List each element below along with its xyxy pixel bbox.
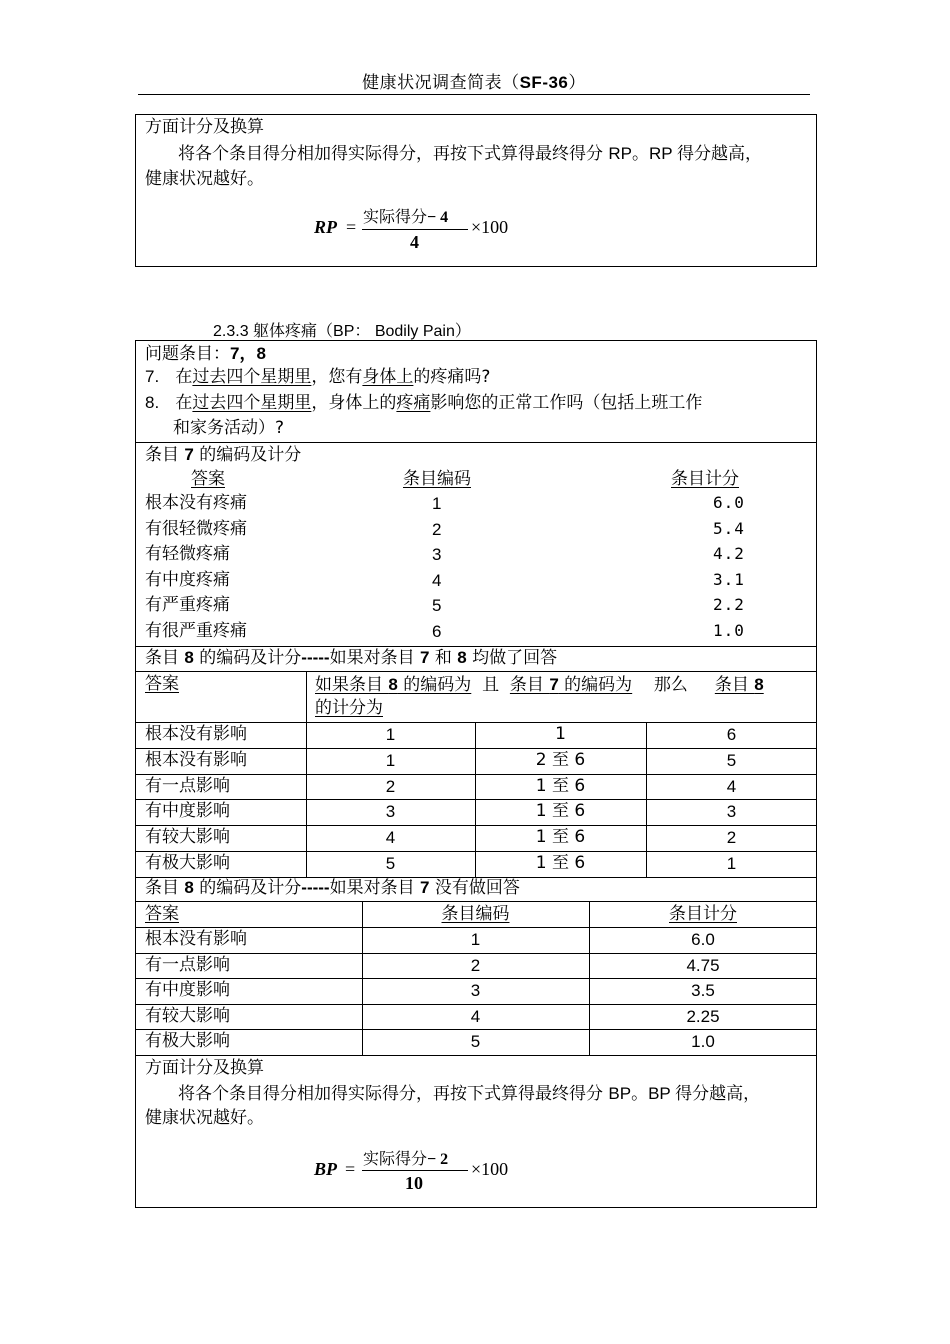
item8b-code-cell: 5	[470, 1032, 481, 1052]
formula-numerator: 实际得分− 4	[363, 207, 449, 226]
item7-answer-cell: 根本没有疼痛	[145, 493, 247, 513]
section-title: 2.3.3 躯体疼痛（BP： Bodily Pain）	[213, 323, 471, 340]
table-row-divider	[135, 1004, 817, 1005]
col-h1: 如果条目 8 的编码为	[315, 675, 472, 695]
item7-score-cell: 1.0	[713, 621, 745, 640]
item8a-code8-cell: 3	[385, 802, 396, 822]
formula-denominator: 4	[410, 232, 419, 252]
item7-score-cell: 6.0	[713, 493, 745, 512]
item8a-code7-cell: 2 至 6	[535, 749, 586, 770]
divider	[135, 442, 817, 443]
item8b-code-cell: 1	[470, 930, 481, 949]
formula-numerator: 实际得分− 2	[363, 1149, 449, 1168]
item7-score-cell: 3.1	[713, 569, 745, 589]
item7-code-cell: 5	[432, 596, 442, 616]
item8a-code7-cell: 1 至 6	[535, 801, 586, 822]
item8b-answer-cell: 有一点影响	[145, 954, 230, 975]
item8a-answer-cell: 有中度影响	[145, 801, 230, 822]
item8a-score-cell: 3	[726, 802, 737, 822]
item7-answer-cell: 有中度疼痛	[145, 569, 230, 590]
item8a-code8-cell: 5	[385, 854, 396, 873]
question-8: 8. 在过去四个星期里，身体上的疼痛影响您的正常工作吗（包括上班工作	[145, 393, 703, 413]
item8b-answer-cell: 根本没有影响	[145, 929, 247, 949]
item7-code-cell: 3	[432, 545, 442, 565]
item7-col-code: 条目编码	[403, 469, 471, 489]
header-title: 健康状况调查简表（	[362, 73, 520, 93]
item7-score-cell: 2.2	[713, 595, 745, 615]
bp-paragraph-line2: 健康状况越好。	[145, 1108, 264, 1128]
item8b-heading: 条目 8 的编码及计分-----如果对条目 7 没有做回答	[145, 878, 520, 898]
item8a-score-cell: 6	[726, 725, 737, 744]
item8a-code7-cell: 1 至 6	[535, 827, 586, 848]
divider	[135, 646, 817, 647]
formula-denominator: 10	[405, 1173, 423, 1193]
question-7: 7. 在过去四个星期里，您有身体上的疼痛吗?	[145, 367, 491, 387]
formula-multiplier: ×100	[471, 1159, 509, 1179]
formula-equals: =	[346, 217, 357, 237]
item8b-answer-cell: 有中度影响	[145, 980, 230, 1001]
item8a-score-cell: 4	[726, 776, 737, 796]
formula-fraction-bar	[362, 1170, 468, 1171]
item8a-code8-cell: 4	[385, 828, 396, 848]
item8b-score-cell: 3.5	[691, 981, 715, 1001]
item7-col-score: 条目计分	[671, 469, 739, 489]
questions-heading: 问题条目：7，8	[145, 344, 266, 364]
rp-heading: 方面计分及换算	[145, 117, 264, 137]
item8b-code-cell: 3	[470, 981, 481, 1001]
item7-col-answer: 答案	[191, 469, 225, 489]
item8a-score-cell: 2	[726, 828, 737, 848]
item7-answer-cell: 有很轻微疼痛	[145, 518, 247, 539]
item8a-heading: 条目 8 的编码及计分-----如果对条目 7 和 8 均做了回答	[145, 648, 558, 668]
item7-score-cell: 4.2	[713, 544, 745, 564]
table-row-divider	[135, 825, 817, 826]
item8a-answer-cell: 有极大影响	[145, 853, 230, 873]
header-rule	[138, 94, 810, 95]
table-row-divider	[135, 953, 817, 954]
item8a-answer-cell: 根本没有影响	[145, 724, 247, 744]
table-row-divider	[135, 978, 817, 979]
item7-answer-cell: 有严重疼痛	[145, 595, 230, 616]
table-row-divider	[135, 851, 817, 852]
item8b-col-answer: 答案	[145, 904, 179, 924]
item8a-code7-cell: 1	[555, 724, 566, 744]
table-row-divider	[135, 774, 817, 775]
item7-code-cell: 6	[432, 622, 442, 641]
formula-multiplier: ×100	[471, 217, 509, 237]
item8b-code-cell: 4	[470, 1006, 481, 1026]
divider	[135, 1055, 817, 1056]
table-row-divider	[135, 1029, 817, 1030]
item8b-col-score: 条目计分	[669, 904, 737, 924]
item8a-answer-cell: 有较大影响	[145, 827, 230, 848]
item7-code-cell: 2	[432, 519, 442, 539]
item8a-code8-cell: 1	[385, 725, 396, 744]
formula-fraction-bar	[362, 229, 468, 230]
item8a-col-answer: 答案	[145, 674, 179, 694]
page-header	[138, 68, 810, 93]
item8a-answer-cell: 有一点影响	[145, 775, 230, 796]
formula-equals: =	[345, 1159, 356, 1179]
item7-answer-cell: 有轻微疼痛	[145, 544, 230, 565]
item8a-score-cell: 1	[726, 854, 737, 873]
item8b-score-cell: 4.75	[686, 955, 720, 975]
rp-paragraph-line1: 将各个条目得分相加得实际得分，再按下式算得最终得分 RP。RP 得分越高，	[178, 144, 763, 164]
item8b-code-cell: 2	[470, 955, 481, 975]
item8b-answer-cell: 有较大影响	[145, 1005, 230, 1026]
item8a-code7-cell: 1 至 6	[535, 853, 586, 873]
item8a-col-header: 如果条目 8 的编码为 且 条目 7 的编码为 那么 条目 8	[315, 675, 764, 695]
header-code: SF-36	[519, 73, 569, 92]
item8a-code8-cell: 1	[385, 750, 396, 770]
table-row-divider	[135, 927, 817, 928]
item8a-answer-cell: 根本没有影响	[145, 749, 247, 770]
divider	[135, 901, 817, 902]
col-h3: 条目 7 的编码为	[509, 675, 633, 695]
table-row-divider	[135, 799, 817, 800]
bp-heading: 方面计分及换算	[145, 1058, 264, 1078]
table-row-divider	[135, 748, 817, 749]
rp-paragraph-line2: 健康状况越好。	[145, 169, 264, 189]
item8b-score-cell: 6.0	[691, 930, 715, 949]
item8a-code7-cell: 1 至 6	[535, 775, 586, 796]
formula-lhs: BP	[314, 1159, 338, 1179]
item8b-col-code: 条目编码	[441, 904, 510, 924]
item8a-col-header-cont: 的计分为	[315, 698, 383, 718]
item8b-score-cell: 2.25	[686, 1006, 720, 1026]
item7-score-cell: 5.4	[713, 518, 745, 538]
item7-code-cell: 1	[432, 494, 442, 513]
item8a-score-cell: 5	[726, 750, 737, 770]
col-h5: 条目 8	[714, 675, 764, 695]
item7-answer-cell: 有很严重疼痛	[145, 621, 247, 641]
item7-code-cell: 4	[432, 570, 442, 590]
table-row-divider	[135, 722, 817, 723]
question-8-cont: 和家务活动）?	[173, 418, 285, 438]
divider	[135, 671, 817, 672]
item8b-answer-cell: 有极大影响	[145, 1031, 230, 1052]
formula-lhs: RP	[314, 217, 338, 237]
item8a-code8-cell: 2	[385, 776, 396, 796]
header-title-end: ）	[568, 73, 586, 93]
item8b-score-cell: 1.0	[691, 1032, 715, 1052]
bp-paragraph-line1: 将各个条目得分相加得实际得分，再按下式算得最终得分 BP。BP 得分越高，	[178, 1084, 761, 1104]
item7-heading: 条目 7 的编码及计分	[145, 445, 302, 465]
